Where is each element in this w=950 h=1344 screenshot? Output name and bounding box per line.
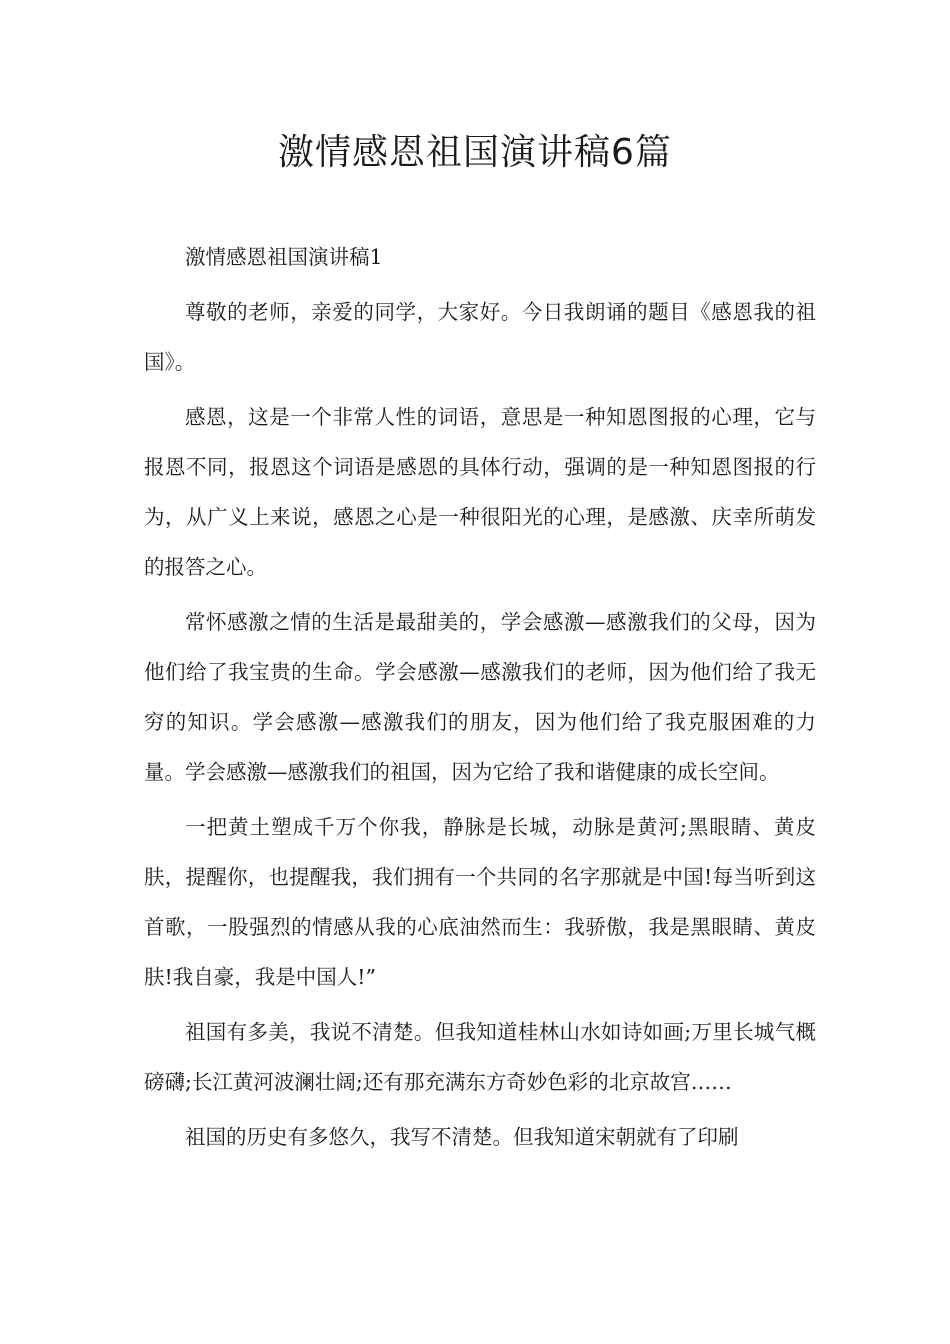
document-title: 激情感恩祖国演讲稿6篇 [278,132,672,173]
paragraph-song-lyrics: 一把黄土塑成千万个你我，静脉是长城，动脉是黄河;黑眼睛、黄皮肤，提醒你，也提醒我，我们拥有一个共同的名字那就是中国!每当听到这首歌，一股强烈的情感从我的心底油然而生：我骄傲，我是黑眼睛、黄皮肤!我自豪，我是中国人!” [144,815,816,989]
paragraph-greeting: 尊敬的老师，亲爱的同学，大家好。今日我朗诵的题目《感恩我的祖国》。 [144,300,816,374]
section-heading: 激情感恩祖国演讲稿1 [185,245,383,269]
paragraph-history: 祖国的历史有多悠久，我写不清楚。但我知道宋朝就有了印刷 [185,1125,739,1149]
paragraph-learn-gratitude: 常怀感激之情的生活是最甜美的，学会感激—感激我们的父母，因为他们给了我宝贵的生命。学会感激—感激我们的老师，因为他们给了我无穷的知识。学会感激—感激我们的朋友，因为他们给了我克服困难的力量。学会感激—感激我们的祖国，因为它给了我和谐健康的成长空间。 [144,610,816,784]
paragraph-beauty-of-country: 祖国有多美，我说不清楚。但我知道桂林山水如诗如画;万里长城气概磅礴;长江黄河波澜壮阔;还有那充满东方奇妙色彩的北京故宫…… [144,1020,816,1094]
paragraph-gratitude-definition: 感恩，这是一个非常人性的词语，意思是一种知恩图报的心理，它与报恩不同，报恩这个词语是感恩的具体行动，强调的是一种知恩图报的行为，从广义上来说，感恩之心是一种很阳光的心理，是感激、庆幸所萌发的报答之心。 [144,405,816,579]
document-body [144,232,816,1167]
